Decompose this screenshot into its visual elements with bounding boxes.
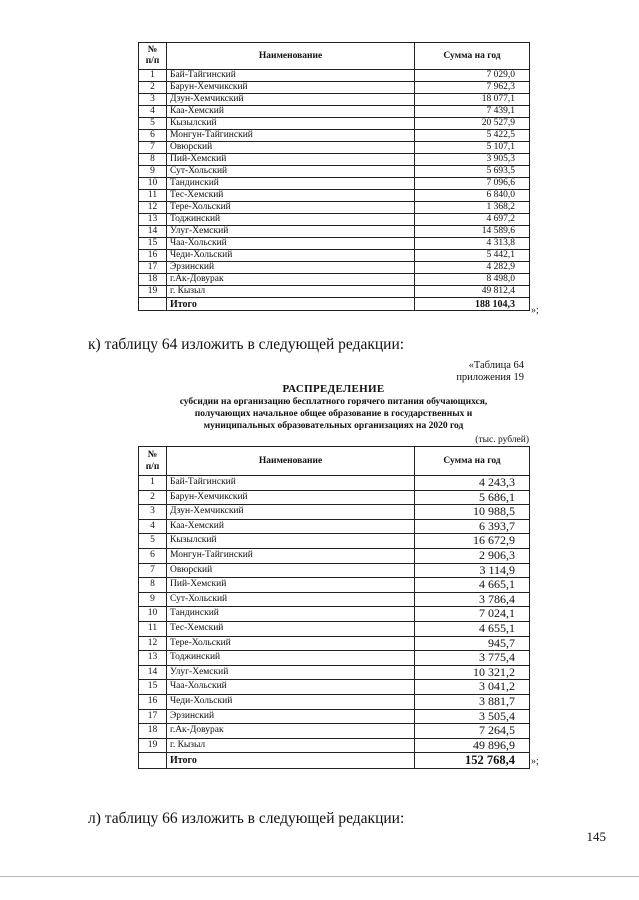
row-sum: 3 786,4 — [415, 592, 530, 607]
row-name: Тере-Хольский — [167, 636, 415, 651]
row-number: 6 — [139, 130, 167, 142]
table-row — [139, 82, 530, 94]
table-caption — [456, 360, 524, 384]
row-name: Бай-Тайгинский — [167, 476, 415, 491]
row-sum: 5 422,5 — [415, 130, 530, 142]
row-number: 18 — [139, 274, 167, 286]
row-name: Улуг-Хемский — [167, 665, 415, 680]
table-row — [139, 636, 530, 651]
page-number: 145 — [586, 829, 606, 844]
row-number: 8 — [139, 154, 167, 166]
row-sum: 5 107,1 — [415, 142, 530, 154]
row-sum: 8 498,0 — [415, 274, 530, 286]
row-sum: 7 029,0 — [415, 70, 530, 82]
table-row — [139, 738, 530, 753]
table-caption-line2: приложения 19 — [456, 372, 524, 383]
row-number: 5 — [139, 534, 167, 549]
closing-quote: »; — [531, 305, 539, 316]
row-name: Чеди-Хольский — [167, 694, 415, 709]
row-number: 14 — [139, 665, 167, 680]
total-sum: 152 768,4 — [415, 753, 530, 769]
total-number — [139, 298, 167, 311]
row-sum: 18 077,1 — [415, 94, 530, 106]
row-number: 16 — [139, 694, 167, 709]
title-line2: получающих начальное общее образование в государственных и — [194, 409, 473, 419]
header-number: № п/п — [139, 43, 167, 70]
row-name: г.Ак-Довурак — [167, 724, 415, 739]
row-name: Пий-Хемский — [167, 578, 415, 593]
row-number: 1 — [139, 70, 167, 82]
row-number: 6 — [139, 548, 167, 563]
row-sum: 2 906,3 — [415, 548, 530, 563]
row-name: Дзун-Хемчикский — [167, 505, 415, 520]
title-line1: субсидии на организацию бесплатного горячего питания обучающихся, — [179, 397, 488, 407]
row-name: Монгун-Тайгинский — [167, 548, 415, 563]
table-row — [139, 226, 530, 238]
row-name: Барун-Хемчикский — [167, 82, 415, 94]
total-label: Итого — [167, 298, 415, 311]
table-row — [139, 724, 530, 739]
table-row — [139, 166, 530, 178]
row-sum: 14 589,6 — [415, 226, 530, 238]
table-title — [138, 383, 529, 432]
row-number: 2 — [139, 490, 167, 505]
row-number: 2 — [139, 82, 167, 94]
title-heading: РАСПРЕДЕЛЕНИЕ — [282, 383, 385, 395]
row-sum: 3 505,4 — [415, 709, 530, 724]
row-sum: 3 114,9 — [415, 563, 530, 578]
title-line3: муниципальных образовательных организациях на 2020 год — [203, 421, 464, 431]
row-sum: 1 368,2 — [415, 202, 530, 214]
total-sum: 188 104,3 — [415, 298, 530, 311]
row-number: 1 — [139, 476, 167, 491]
table-caption-line1: «Таблица 64 — [468, 360, 524, 371]
row-sum: 6 840,0 — [415, 190, 530, 202]
row-sum: 7 962,3 — [415, 82, 530, 94]
table-row — [139, 578, 530, 593]
header-name: Наименование — [167, 447, 415, 476]
table-row — [139, 154, 530, 166]
row-name: Овюрский — [167, 142, 415, 154]
row-sum: 10 988,5 — [415, 505, 530, 520]
total-label: Итого — [167, 753, 415, 769]
row-number: 7 — [139, 563, 167, 578]
row-number: 17 — [139, 262, 167, 274]
row-name: Тандинский — [167, 178, 415, 190]
row-name: Эрзинский — [167, 709, 415, 724]
table-row — [139, 548, 530, 563]
row-name: Пий-Хемский — [167, 154, 415, 166]
distribution-table-previous — [138, 42, 530, 311]
row-sum: 4 282,9 — [415, 262, 530, 274]
row-sum: 945,7 — [415, 636, 530, 651]
row-number: 17 — [139, 709, 167, 724]
header-sum: Сумма на год — [415, 43, 530, 70]
table-row — [139, 519, 530, 534]
row-name: Сут-Хольский — [167, 592, 415, 607]
table-row — [139, 262, 530, 274]
row-sum: 4 313,8 — [415, 238, 530, 250]
table-row — [139, 118, 530, 130]
row-number: 4 — [139, 106, 167, 118]
row-number: 9 — [139, 592, 167, 607]
header-number: № п/п — [139, 447, 167, 476]
row-number: 3 — [139, 94, 167, 106]
row-number: 10 — [139, 607, 167, 622]
table-row — [139, 94, 530, 106]
row-number: 15 — [139, 238, 167, 250]
table-row — [139, 190, 530, 202]
row-name: Эрзинский — [167, 262, 415, 274]
row-sum: 16 672,9 — [415, 534, 530, 549]
row-sum: 3 775,4 — [415, 651, 530, 666]
row-name: Барун-Хемчикский — [167, 490, 415, 505]
closing-quote: »; — [531, 756, 539, 767]
row-name: Тоджинский — [167, 214, 415, 226]
table-row — [139, 563, 530, 578]
header-sum: Сумма на год — [415, 447, 530, 476]
row-name: Бай-Тайгинский — [167, 70, 415, 82]
row-sum: 3 881,7 — [415, 694, 530, 709]
row-sum: 7 264,5 — [415, 724, 530, 739]
row-name: г. Кызыл — [167, 738, 415, 753]
row-sum: 3 905,3 — [415, 154, 530, 166]
row-number: 10 — [139, 178, 167, 190]
table-row — [139, 250, 530, 262]
row-sum: 4 697,2 — [415, 214, 530, 226]
table-row — [139, 130, 530, 142]
table-row — [139, 592, 530, 607]
table-row — [139, 621, 530, 636]
page-edge-line — [0, 876, 639, 877]
row-name: Каа-Хемский — [167, 519, 415, 534]
table-row — [139, 238, 530, 250]
row-number: 13 — [139, 214, 167, 226]
row-name: Каа-Хемский — [167, 106, 415, 118]
table-row — [139, 202, 530, 214]
table-row — [139, 178, 530, 190]
row-sum: 7 024,1 — [415, 607, 530, 622]
row-number: 12 — [139, 636, 167, 651]
table-row — [139, 70, 530, 82]
row-name: Дзун-Хемчикский — [167, 94, 415, 106]
row-sum: 49 812,4 — [415, 286, 530, 298]
table-row — [139, 274, 530, 286]
row-name: Сут-Хольский — [167, 166, 415, 178]
row-number: 7 — [139, 142, 167, 154]
row-sum: 5 686,1 — [415, 490, 530, 505]
row-number: 16 — [139, 250, 167, 262]
table-row — [139, 476, 530, 491]
row-sum: 4 665,1 — [415, 578, 530, 593]
row-name: Улуг-Хемский — [167, 226, 415, 238]
row-sum: 6 393,7 — [415, 519, 530, 534]
row-number: 5 — [139, 118, 167, 130]
instruction-l: л) таблицу 66 изложить в следующей редакции: — [88, 810, 405, 827]
total-number — [139, 753, 167, 769]
table-row — [139, 651, 530, 666]
row-number: 14 — [139, 226, 167, 238]
row-sum: 3 041,2 — [415, 680, 530, 695]
row-sum: 10 321,2 — [415, 665, 530, 680]
header-name: Наименование — [167, 43, 415, 70]
row-name: Кызылский — [167, 534, 415, 549]
row-sum: 4 655,1 — [415, 621, 530, 636]
table-row — [139, 709, 530, 724]
row-number: 11 — [139, 190, 167, 202]
row-number: 3 — [139, 505, 167, 520]
row-sum: 5 442,1 — [415, 250, 530, 262]
row-name: Монгун-Тайгинский — [167, 130, 415, 142]
row-name: Тандинский — [167, 607, 415, 622]
row-number: 11 — [139, 621, 167, 636]
row-name: Чеди-Хольский — [167, 250, 415, 262]
row-sum: 7 096,6 — [415, 178, 530, 190]
row-sum: 5 693,5 — [415, 166, 530, 178]
table-body — [139, 70, 530, 311]
row-name: Чаа-Хольский — [167, 680, 415, 695]
table-row — [139, 665, 530, 680]
row-number: 12 — [139, 202, 167, 214]
distribution-table-64 — [138, 446, 530, 769]
row-sum: 7 439,1 — [415, 106, 530, 118]
row-number: 15 — [139, 680, 167, 695]
row-name: Тес-Хемский — [167, 190, 415, 202]
instruction-k: к) таблицу 64 изложить в следующей редакции: — [88, 336, 405, 353]
table-row — [139, 534, 530, 549]
table-row — [139, 106, 530, 118]
row-number: 4 — [139, 519, 167, 534]
row-name: г.Ак-Довурак — [167, 274, 415, 286]
row-sum: 49 896,9 — [415, 738, 530, 753]
table-row — [139, 490, 530, 505]
row-sum: 20 527,9 — [415, 118, 530, 130]
row-number: 19 — [139, 286, 167, 298]
row-number: 13 — [139, 651, 167, 666]
row-number: 19 — [139, 738, 167, 753]
table-row — [139, 680, 530, 695]
row-name: г. Кызыл — [167, 286, 415, 298]
row-name: Кызылский — [167, 118, 415, 130]
table-body — [139, 476, 530, 769]
row-name: Тоджинский — [167, 651, 415, 666]
total-row — [139, 753, 530, 769]
row-number: 9 — [139, 166, 167, 178]
row-name: Чаа-Хольский — [167, 238, 415, 250]
table-row — [139, 214, 530, 226]
row-number: 18 — [139, 724, 167, 739]
row-number: 8 — [139, 578, 167, 593]
total-row — [139, 298, 530, 311]
row-name: Овюрский — [167, 563, 415, 578]
row-name: Тере-Хольский — [167, 202, 415, 214]
table-row — [139, 142, 530, 154]
row-sum: 4 243,3 — [415, 476, 530, 491]
table-row — [139, 607, 530, 622]
units-label: (тыс. рублей) — [475, 435, 529, 445]
table-row — [139, 286, 530, 298]
row-name: Тес-Хемский — [167, 621, 415, 636]
table-row — [139, 505, 530, 520]
table-row — [139, 694, 530, 709]
